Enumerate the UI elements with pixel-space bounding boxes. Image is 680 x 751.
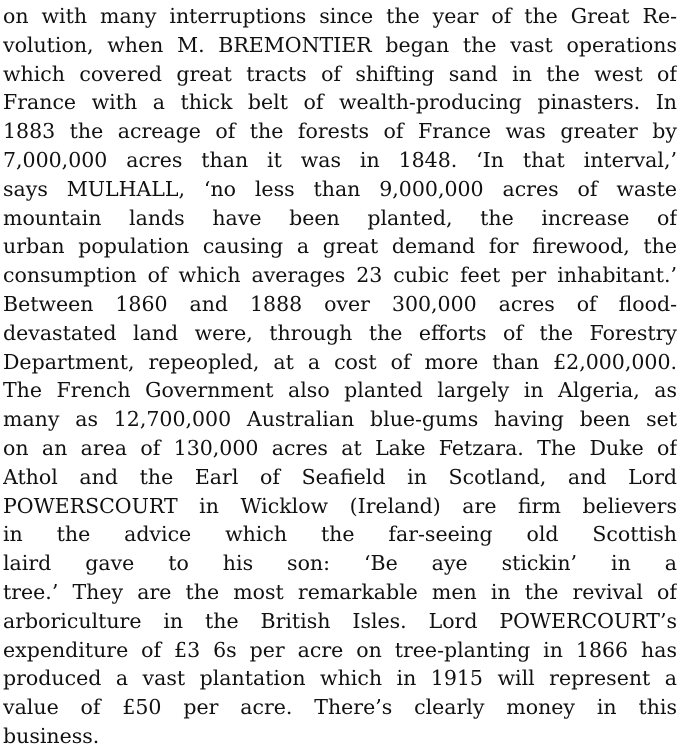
text-line-6: 7,000,000 acres than it was in 1848. ‘In that interval,’ <box>3 147 677 172</box>
text-line-11: Between 1860 and 1888 over 300,000 acres of flood- <box>3 291 677 316</box>
article-text <box>3 2 677 751</box>
text-line-19: in the advice which the far-seeing old Scottish <box>3 522 677 547</box>
text-line-16: on an area of 130,000 acres at Lake Fetzara. The Duke of <box>3 435 677 460</box>
text-line-25: value of £50 per acre. There’s clearly money in this <box>3 695 677 720</box>
text-line-4: France with a thick belt of wealth-producing pinasters. In <box>3 90 677 115</box>
text-line-2: volution, when M. BREMONTIER began the vast operations <box>3 32 677 57</box>
text-line-20: laird gave to his son: ‘Be aye stickin’ in a <box>3 551 677 576</box>
text-line-15: many as 12,700,000 Australian blue-gums having been set <box>3 407 677 432</box>
text-line-17: Athol and the Earl of Seafield in Scotland, and Lord <box>3 464 677 489</box>
text-line-5: 1883 the acreage of the forests of France was greater by <box>3 119 677 144</box>
text-line-23: expenditure of £3 6s per acre on tree-planting in 1866 has <box>3 637 677 662</box>
text-line-10: consumption of which averages 23 cubic feet per inhabitant.’ <box>3 263 677 288</box>
text-line-3: which covered great tracts of shifting sand in the west of <box>3 61 677 86</box>
text-line-14: The French Government also planted largely in Algeria, as <box>3 378 677 403</box>
text-line-21: tree.’ They are the most remarkable men in the revival of <box>3 579 677 604</box>
text-line-1: on with many interruptions since the year of the Great Re- <box>3 4 677 28</box>
text-line-13: Department, repeopled, at a cost of more than £2,000,000. <box>3 349 677 374</box>
text-line-26: business. <box>3 723 100 748</box>
text-line-8: mountain lands have been planted, the increase of <box>3 205 677 230</box>
text-line-12: devastated land were, through the efforts of the Forestry <box>3 320 677 345</box>
text-line-9: urban population causing a great demand for firewood, the <box>3 234 677 259</box>
text-line-18: POWERSCOURT in Wicklow (Ireland) are firm believers <box>3 493 677 518</box>
text-line-7: says MULHALL, ‘no less than 9,000,000 acres of waste <box>3 176 677 201</box>
text-line-24: produced a vast plantation which in 1915 will represent a <box>3 666 677 691</box>
text-line-22: arboriculture in the British Isles. Lord POWERCOURT’s <box>3 608 677 633</box>
